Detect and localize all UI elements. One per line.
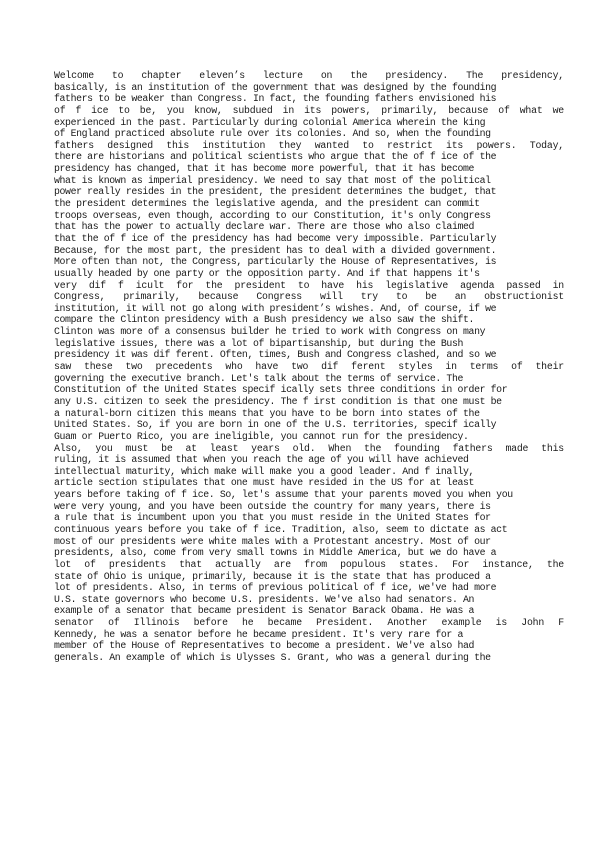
text-line: Congress, primarily, because Congress will try to be an obstructionist — [54, 291, 564, 303]
text-line: experienced in the past. Particularly during colonial America wherein the king — [54, 116, 486, 128]
lecture-transcript-body — [54, 70, 564, 664]
text-line: were very young, and you have been outside the country for many years, there is — [54, 500, 491, 512]
text-line: power really resides in the president, the president determines the budget, that — [54, 186, 497, 198]
text-line: Kennedy, he was a senator before he became president. It's very rare for a — [54, 628, 464, 640]
text-line: of England practiced absolute rule over its colonies. And so, when the founding — [54, 128, 491, 140]
text-line: what is known as imperial presidency. We need to say that most of the political — [54, 174, 491, 186]
text-line: most of our presidents were white males with a Protestant ancestry. Most of our — [54, 535, 491, 547]
text-line: Clinton was more of a consensus builder he tried to work with Congress on many — [54, 326, 486, 338]
text-line: there are historians and political scientists who argue that the of f ice of the — [54, 151, 497, 163]
text-line: ruling, it is assumed that when you reach the age of you will have achieved — [54, 454, 469, 466]
text-line: Also, you must be at least years old. When the founding fathers made this — [54, 442, 564, 454]
text-line: usually headed by one party or the opposition party. And if that happens it's — [54, 267, 480, 279]
text-line: a natural-born citizen this means that you have to be born into states of the — [54, 407, 480, 419]
text-line: fathers to be weaker than Congress. In fact, the founding fathers envisioned his — [54, 93, 497, 105]
text-line: U.S. state governors who become U.S. presidents. We've also had senators. An — [54, 593, 475, 605]
text-line: years before taking of f ice. So, let's assume that your parents moved you when you — [54, 489, 513, 501]
text-line: a rule that is incumbent upon you that you must reside in the United States for — [54, 512, 491, 524]
text-line: any U.S. citizen to seek the presidency. The f irst condition is that one must be — [54, 395, 502, 407]
text-line: institution, it will not go along with president’s wishes. And, of course, if we — [54, 302, 497, 314]
text-line: example of a senator that became president is Senator Barack Obama. He was a — [54, 605, 475, 617]
text-line: fathers designed this institution they wanted to restrict its powers. Today, — [54, 139, 564, 151]
text-line: generals. An example of which is Ulysses S. Grant, who was a general during the — [54, 652, 491, 664]
text-line: member of the House of Representatives to become a president. We've also had — [54, 640, 475, 652]
text-line: intellectual maturity, which make will make you a good leader. And f inally, — [54, 465, 475, 477]
text-line: presidents, also, come from very small towns in Middle America, but we do have a — [54, 547, 497, 559]
text-line: that has the power to actually declare war. There are those who also claimed — [54, 221, 475, 233]
text-line: state of Ohio is unique, primarily, because it is the state that has produced a — [54, 570, 491, 582]
text-line: very dif f icult for the president to have his legislative agenda passed in — [54, 279, 564, 291]
text-line: Guam or Puerto Rico, you are ineligible, you cannot run for the presidency. — [54, 430, 469, 442]
text-line: the president determines the legislative agenda, and the president can commit — [54, 198, 480, 210]
text-line: troops overseas, even though, according to our Constitution, it's only Congress — [54, 209, 491, 221]
text-line: senator of Illinois before he became President. Another example is John F — [54, 617, 564, 629]
text-line: More often than not, the Congress, particularly the House of Representatives, is — [54, 256, 497, 268]
text-line: Welcome to chapter eleven’s lecture on the presidency. The presidency, — [54, 70, 564, 81]
text-line: saw these two precedents who have two dif ferent styles in terms of their — [54, 361, 564, 373]
text-line: presidency it was dif ferent. Often, times, Bush and Congress clashed, and so we — [54, 349, 497, 361]
text-line: lot of presidents that actually are from populous states. For instance, the — [54, 558, 564, 570]
text-line: legislative issues, there was a lot of bipartisanship, but during the Bush — [54, 337, 464, 349]
text-line: article section stipulates that one must have resided in the US for at least — [54, 477, 475, 489]
text-line: United States. So, if you are born in one of the U.S. territories, specif ically — [54, 419, 497, 431]
text-line: governing the executive branch. Let's talk about the terms of service. The — [54, 372, 464, 384]
text-line: compare the Clinton presidency with a Bush presidency we also saw the shift. — [54, 314, 475, 326]
text-line: Because, for the most part, the president has to deal with a divided government. — [54, 244, 497, 256]
text-line: presidency has changed, that it has become more powerful, that it has become — [54, 163, 475, 175]
text-line: Constitution of the United States specif ically sets three conditions in order for — [54, 384, 508, 396]
text-line: basically, is an institution of the government that was designed by the founding — [54, 81, 497, 93]
text-line: lot of presidents. Also, in terms of previous political of f ice, we've had more — [54, 582, 497, 594]
text-line: that the of f ice of the presidency has had become very impossible. Particularly — [54, 232, 497, 244]
text-line: continuous years before you take of f ice. Tradition, also, seem to dictate as act — [54, 523, 508, 535]
text-line: of f ice to be, you know, subdued in its powers, primarily, because of what we — [54, 104, 564, 116]
